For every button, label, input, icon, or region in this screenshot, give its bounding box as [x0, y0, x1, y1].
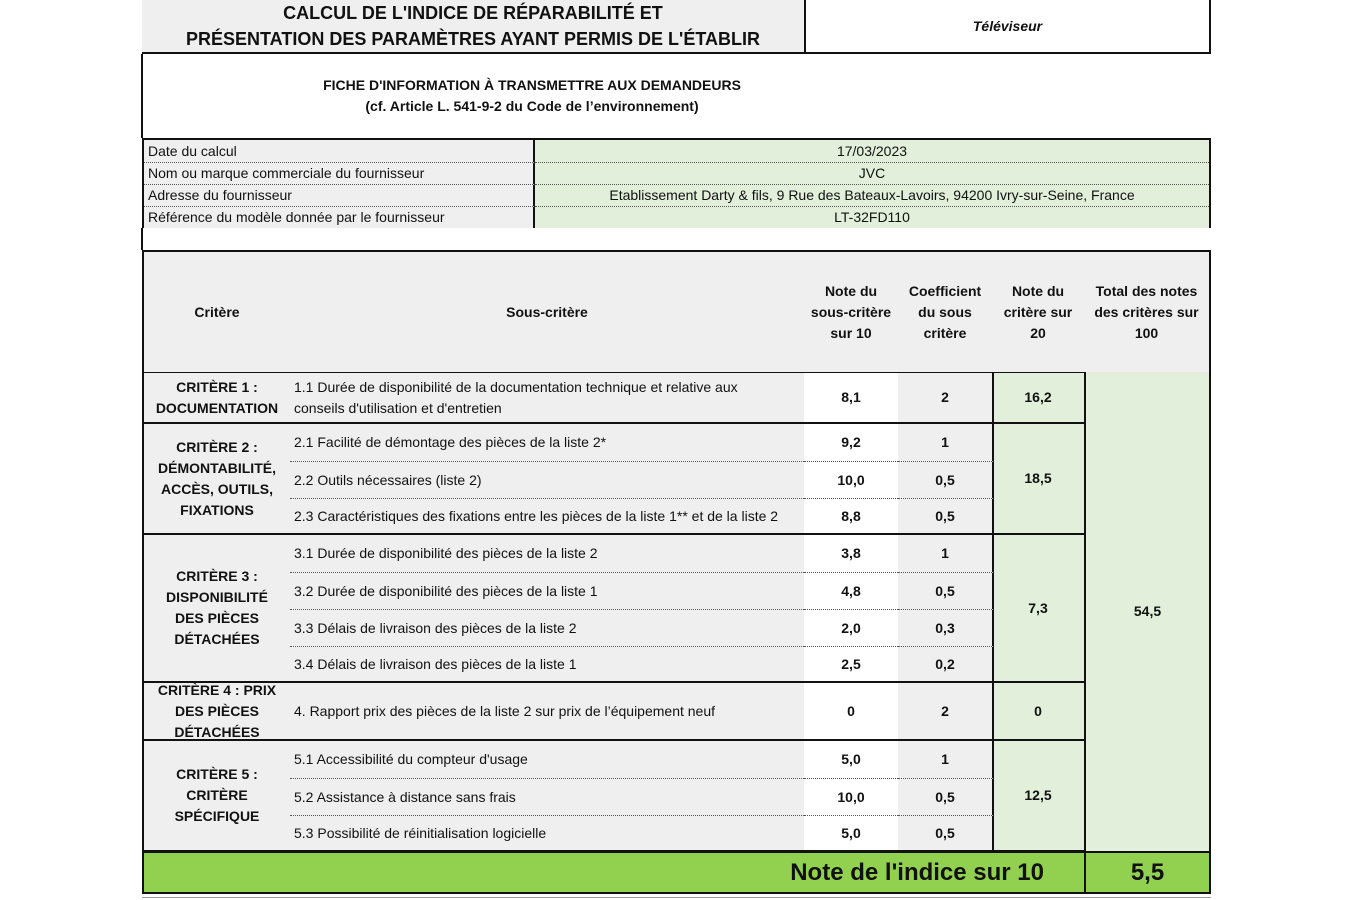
subcriterion-note: 8,1	[804, 373, 900, 424]
subcriterion-coefficient: 0,5	[898, 572, 994, 609]
product-type-label: Téléviseur	[972, 17, 1043, 34]
subcriterion-coefficient: 0,5	[898, 461, 994, 498]
info-value: JVC	[535, 162, 1209, 184]
total-score-100: 54,5	[1084, 372, 1211, 853]
subcriterion-coefficient: 0,5	[898, 778, 994, 815]
subcriterion-label: 5.3 Possibilité de réinitialisation logicielle	[290, 815, 806, 852]
info-sheet-line2: (cf. Article L. 541-9-2 du Code de l’environnement)	[365, 98, 699, 114]
criterion-score-20: 7,3	[992, 535, 1086, 683]
subcriterion-note: 2,5	[804, 646, 900, 683]
subcriterion-coefficient: 2	[898, 373, 994, 424]
criterion-score-20: 18,5	[992, 424, 1086, 535]
subcriterion-note: 5,0	[804, 741, 900, 778]
subcriterion-note: 2,0	[804, 609, 900, 646]
col-header-critere: Critère	[142, 250, 292, 374]
sheet-title-line1: CALCUL DE L'INDICE DE RÉPARABILITÉ ET	[283, 3, 663, 23]
col-header-total: Total des notes des critères sur 100	[1084, 250, 1211, 374]
subcriterion-note: 10,0	[804, 461, 900, 498]
criterion-score-20: 16,2	[992, 373, 1086, 424]
subcriterion-label: 4. Rapport prix des pièces de la liste 2 sur prix de l’équipement neuf	[290, 683, 806, 741]
subcriterion-note: 5,0	[804, 815, 900, 852]
subcriterion-coefficient: 1	[898, 535, 994, 572]
subcriterion-label: 5.2 Assistance à distance sans frais	[290, 778, 806, 815]
criterion-name: CRITÈRE 3 : DISPONIBILITÉ DES PIÈCES DÉTACHÉES	[142, 535, 292, 683]
criterion-score-20: 12,5	[992, 741, 1086, 852]
col-header-coefficient: Coefficient du sous critère	[898, 250, 994, 374]
subcriterion-coefficient: 0,5	[898, 815, 994, 852]
product-type	[806, 0, 1211, 54]
info-value: 17/03/2023	[535, 140, 1209, 162]
subcriterion-label: 3.3 Délais de livraison des pièces de la liste 2	[290, 609, 806, 646]
sheet-title-line2: PRÉSENTATION DES PARAMÈTRES AYANT PERMIS DE L'ÉTABLIR	[185, 29, 760, 49]
col-header-note-critere: Note du critère sur 20	[992, 250, 1086, 374]
subcriterion-coefficient: 0,5	[898, 498, 994, 535]
final-index-value: 5,5	[1084, 851, 1211, 894]
subcriterion-coefficient: 1	[898, 741, 994, 778]
info-label: Adresse du fournisseur	[144, 184, 535, 206]
subcriterion-label: 5.1 Accessibilité du compteur d'usage	[290, 741, 806, 778]
info-value: LT-32FD110	[535, 206, 1209, 228]
subcriterion-note: 8,8	[804, 498, 900, 535]
subcriterion-note: 0	[804, 683, 900, 741]
sheet-title	[142, 0, 806, 54]
info-sheet-subtitle	[242, 74, 822, 118]
subcriterion-label: 2.1 Facilité de démontage des pièces de la liste 2*	[290, 424, 806, 461]
subcriterion-coefficient: 0,2	[898, 646, 994, 683]
subcriterion-label: 2.3 Caractéristiques des fixations entre les pièces de la liste 1** et de la liste 2	[290, 498, 806, 535]
col-header-note-sous-critere: Note du sous-critère sur 10	[804, 250, 900, 374]
subcriterion-note: 3,8	[804, 535, 900, 572]
info-value: Etablissement Darty & fils, 9 Rue des Bateaux-Lavoirs, 94200 Ivry-sur-Seine, France	[535, 184, 1209, 206]
subcriterion-label: 2.2 Outils nécessaires (liste 2)	[290, 461, 806, 498]
criterion-name: CRITÈRE 2 : DÉMONTABILITÉ, ACCÈS, OUTILS, FIXATIONS	[142, 424, 292, 535]
subcriterion-label: 1.1 Durée de disponibilité de la documentation technique et relative aux conseils d'utilisation et d'entretien	[290, 373, 806, 424]
subcriterion-note: 9,2	[804, 424, 900, 461]
subcriterion-note: 10,0	[804, 778, 900, 815]
subcriterion-coefficient: 2	[898, 683, 994, 741]
criterion-name: CRITÈRE 5 : CRITÈRE SPÉCIFIQUE	[142, 741, 292, 852]
info-sheet-line1: FICHE D'INFORMATION À TRANSMETTRE AUX DEMANDEURS	[323, 77, 741, 93]
final-index-label: Note de l'indice sur 10	[142, 851, 1086, 894]
criterion-name: CRITÈRE 4 : PRIX DES PIÈCES DÉTACHÉES	[142, 683, 292, 741]
subcriterion-coefficient: 0,3	[898, 609, 994, 646]
col-header-sous-critere: Sous-critère	[290, 250, 806, 374]
subcriterion-coefficient: 1	[898, 424, 994, 461]
subcriterion-label: 3.1 Durée de disponibilité des pièces de la liste 2	[290, 535, 806, 572]
info-label: Nom ou marque commerciale du fournisseur	[144, 162, 535, 184]
criterion-name: CRITÈRE 1 : DOCUMENTATION	[142, 373, 292, 424]
subcriterion-note: 4,8	[804, 572, 900, 609]
subcriterion-label: 3.4 Délais de livraison des pièces de la liste 1	[290, 646, 806, 683]
criterion-score-20: 0	[992, 683, 1086, 741]
subcriterion-label: 3.2 Durée de disponibilité des pièces de la liste 1	[290, 572, 806, 609]
info-label: Date du calcul	[144, 140, 535, 162]
info-label: Référence du modèle donnée par le fournisseur	[144, 206, 535, 228]
